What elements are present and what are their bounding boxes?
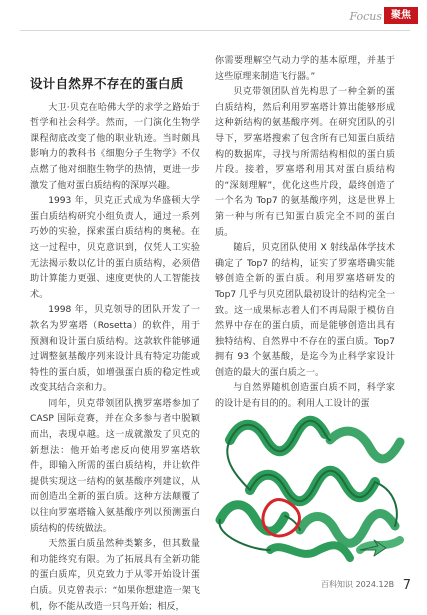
right-column (215, 54, 395, 413)
protein-structure-figure (210, 400, 415, 578)
paragraph: 1993 年，贝克正式成为华盛顿大学蛋白质结构研究小组负责人，通过一系列巧妙的实验，探索蛋白质结构的奥秘。在这一过程中，贝克意识到，仅凭人工实验无法揭示数以亿计的蛋白质结构，必须借助计算能力更强、速度更快的人工智能技术。 (30, 196, 200, 300)
paragraph: 1998 年，贝克领导的团队开发了一款名为罗塞塔（Rosetta）的软件，用于预测和设计蛋白质结构。这款软件能够通过调整氨基酸序列来设计具有特定功能或特性的蛋白质，如增强蛋白质的稳定性或改变其结合亲和力。 (30, 305, 200, 394)
paragraph: 贝克带领团队首先构思了一种全新的蛋白质结构，然后利用罗塞塔计算出能够形成这种新结构的氨基酸序列。在研究团队的引导下，罗塞塔搜索了包含所有已知蛋白质结构的数据库，寻找与所需结构相似的蛋白质片段。接着，罗塞塔利用其对蛋白质结构的“深刻理解”，优化这些片段，最终创造了一个名为 Top7 的氨基酸序列，这是世界上第一种与所有已知蛋白质完全不同的蛋白质。 (215, 87, 395, 238)
paragraph: 同年，贝克带领团队携罗塞塔参加了 CASP 国际竞赛，并在众多参与者中脱颖而出，表现卓越。这一成就激发了贝克的新想法：他开始考虑反向使用罗塞塔软件，即输入所需的蛋白质结构，并让软件提供实现这一结构的氨基酸序列建议，从而创造出全新的蛋白质。这种方法颠覆了以往向罗塞塔输入氨基酸序列以预测蛋白质结构的传统做法。 (30, 398, 200, 534)
page-footer (321, 578, 411, 593)
article-heading: 设计自然界不存在的蛋白质 (30, 76, 184, 91)
header-divider (20, 30, 410, 31)
paragraph: 随后，贝克团队使用 X 射线晶体学技术确定了 Top7 的结构，证实了罗塞塔确实能够创造全新的蛋白质。利用罗塞塔研发的 Top7 几乎与贝克团队最初设计的结构完全一致。这一成果标志着人们不再局限于模仿自然界中存在的蛋白质，而是能够创造出具有独特结构、自然界中不存在的蛋白质。Top7 拥有 93 个氨基酸，是迄今为止科学家设计创造的最大的蛋白质之一。 (215, 243, 395, 378)
journal-name: 百科知识 2024.12B (321, 580, 395, 589)
section-label: Focus (349, 10, 382, 23)
paragraph: 你需要理解空气动力学的基本原理，并基于这些原理来制造飞行器。” (215, 56, 395, 82)
page-number: 7 (402, 578, 411, 593)
paragraph: 与自然界随机创造蛋白质不同，科学家的设计是有目的的。利用人工设计的蛋 (215, 383, 395, 410)
left-column (30, 76, 200, 615)
protein-structure-icon (210, 400, 415, 578)
paragraph: 天然蛋白质虽然种类繁多，但其数量和功能终究有限。为了拓展具有全新功能的蛋白质库，贝克致力于从零开始设计蛋白质。贝克曾表示：“如果你想建造一架飞机，你不能从改造一只鸟开始；相反， (30, 539, 200, 612)
section-badge: 聚焦 (384, 7, 418, 24)
paragraph: 大卫·贝克在哈佛大学的求学之路始于哲学和社会科学。然而，一门演化生物学课程彻底改变了他的职业轨迹。当时颇具影响力的教科书《细胞分子生物学》不仅点燃了他对细胞生物学的热情，更进一步激发了他对蛋白质结构的深厚兴趣。 (30, 102, 200, 191)
page-header (0, 0, 427, 40)
